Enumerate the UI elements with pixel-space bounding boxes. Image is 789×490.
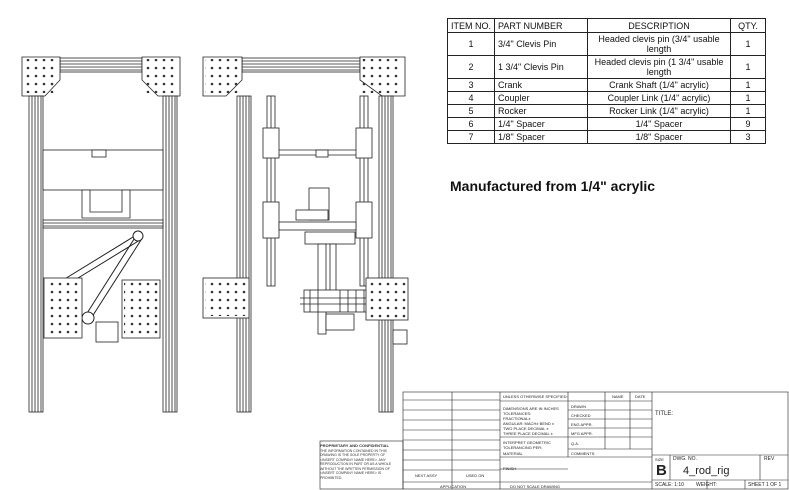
title-label: TITLE: bbox=[655, 411, 674, 417]
proprietary-title: PROPRIETARY AND CONFIDENTIAL bbox=[320, 443, 389, 448]
scale-label: SCALE: 1:10 bbox=[655, 482, 684, 488]
bom-description: 1/4" Spacer bbox=[588, 118, 731, 131]
bom-part-number: 1/8" Spacer bbox=[495, 131, 588, 144]
fractional-label: FRACTIONAL± bbox=[503, 416, 531, 421]
tolerances-label: TOLERANCES: bbox=[503, 411, 532, 416]
bom-qty: 1 bbox=[731, 105, 766, 118]
dims-label: DIMENSIONS ARE IN INCHES bbox=[503, 406, 559, 411]
interpret-label: INTERPRET GEOMETRIC bbox=[503, 440, 551, 445]
bom-part-number: 1/4" Spacer bbox=[495, 118, 588, 131]
corner-plate-tr bbox=[360, 57, 405, 96]
bom-description: 1/8" Spacer bbox=[588, 131, 731, 144]
comments-label: COMMENTS: bbox=[571, 451, 596, 456]
right-post bbox=[379, 96, 393, 412]
bom-part-number: 1 3/4" Clevis Pin bbox=[495, 56, 588, 79]
corner-plate-tr bbox=[142, 57, 180, 96]
bom-header-qty: QTY. bbox=[731, 19, 766, 33]
bom-item-no: 1 bbox=[448, 33, 495, 56]
bom-qty: 1 bbox=[731, 79, 766, 92]
bom-description: Rocker Link (1/4" acrylic) bbox=[588, 105, 731, 118]
bom-row bbox=[448, 79, 766, 92]
drawn-label: DRAWN bbox=[571, 404, 586, 409]
bom-description: Coupler Link (1/4" acrylic) bbox=[588, 92, 731, 105]
size-label: SIZE bbox=[655, 457, 664, 462]
bom-row bbox=[448, 56, 766, 79]
bom-qty: 1 bbox=[731, 92, 766, 105]
corner-plate-tl bbox=[203, 57, 242, 96]
left-post bbox=[237, 96, 251, 412]
unless-specified-label: UNLESS OTHERWISE SPECIFIED: bbox=[503, 394, 568, 399]
right-post bbox=[163, 96, 177, 412]
bom-qty: 1 bbox=[731, 33, 766, 56]
bom-qty: 1 bbox=[731, 56, 766, 79]
bom-qty: 9 bbox=[731, 118, 766, 131]
used-on-label: USED ON bbox=[466, 473, 485, 478]
bom-description: Headed clevis pin (3/4" usable length bbox=[588, 33, 731, 56]
left-post bbox=[29, 96, 43, 412]
checked-label: CHECKED bbox=[571, 413, 591, 418]
rev-label: REV bbox=[764, 456, 775, 462]
bill-of-materials bbox=[447, 18, 766, 144]
material-note: Manufactured from 1/4" acrylic bbox=[450, 178, 656, 194]
bom-row bbox=[448, 92, 766, 105]
bom-item-no: 7 bbox=[448, 131, 495, 144]
mfg-appr-label: MFG APPR. bbox=[571, 431, 593, 436]
name-label: NAME bbox=[612, 394, 624, 399]
finish-label: FINISH bbox=[503, 466, 517, 471]
three-place-label: THREE PLACE DECIMAL ± bbox=[503, 431, 553, 436]
bom-header-item: ITEM NO. bbox=[448, 19, 495, 33]
sheet-label: SHEET 1 OF 1 bbox=[748, 482, 782, 488]
bom-item-no: 3 bbox=[448, 79, 495, 92]
bom-part-number: Rocker bbox=[495, 105, 588, 118]
bom-row bbox=[448, 33, 766, 56]
application-label: APPLICATION bbox=[440, 484, 467, 489]
bom-part-number: 3/4" Clevis Pin bbox=[495, 33, 588, 56]
bom-header-part: PART NUMBER bbox=[495, 19, 588, 33]
angular-label: ANGULAR: MACH± BEND ± bbox=[503, 421, 555, 426]
corner-plate-tl bbox=[22, 57, 60, 96]
do-not-scale-label: DO NOT SCALE DRAWING bbox=[510, 484, 561, 489]
bom-description: Crank Shaft (1/4" acrylic) bbox=[588, 79, 731, 92]
bom-item-no: 5 bbox=[448, 105, 495, 118]
side-view bbox=[203, 57, 408, 412]
size-value: B bbox=[656, 462, 667, 479]
bom-header-description: DESCRIPTION bbox=[588, 19, 731, 33]
date-label: DATE bbox=[635, 394, 646, 399]
bom-part-number: Coupler bbox=[495, 92, 588, 105]
bom-description: Headed clevis pin (1 3/4" usable length bbox=[588, 56, 731, 79]
material-label: MATERIAL bbox=[503, 451, 523, 456]
weight-label: WEIGHT: bbox=[696, 482, 717, 488]
proprietary-notice bbox=[320, 444, 400, 480]
eng-appr-label: ENG APPR. bbox=[571, 422, 593, 427]
bom-item-no: 6 bbox=[448, 118, 495, 131]
two-place-label: TWO PLACE DECIMAL ± bbox=[503, 426, 549, 431]
bom-part-number: Crank bbox=[495, 79, 588, 92]
bom-qty: 3 bbox=[731, 131, 766, 144]
dwg-no-value: 4_rod_rig bbox=[683, 465, 730, 477]
tolerancing-label: TOLERANCING PER: bbox=[503, 445, 543, 450]
front-view bbox=[22, 57, 180, 412]
dwg-no-label: DWG. NO. bbox=[673, 456, 697, 462]
bom-row bbox=[448, 131, 766, 144]
bom-row bbox=[448, 105, 766, 118]
bom-row bbox=[448, 118, 766, 131]
bom-header-row bbox=[448, 19, 766, 33]
qa-label: Q.A. bbox=[571, 441, 580, 446]
bom-item-no: 2 bbox=[448, 56, 495, 79]
proprietary-text: THE INFORMATION CONTAINED IN THIS DRAWING IS THE SOLE PROPERTY OF <INSERT COMPANY NAME HERE>. ANY REPRODUCTION IN PART OR AS A WHOLE WITHOUT THE WRITTEN PERMISSION OF <INSERT COMPANY NAME HERE> IS PROHIBITED. bbox=[320, 448, 392, 480]
bom-item-no: 4 bbox=[448, 92, 495, 105]
next-assy-label: NEXT ASSY bbox=[415, 473, 438, 478]
